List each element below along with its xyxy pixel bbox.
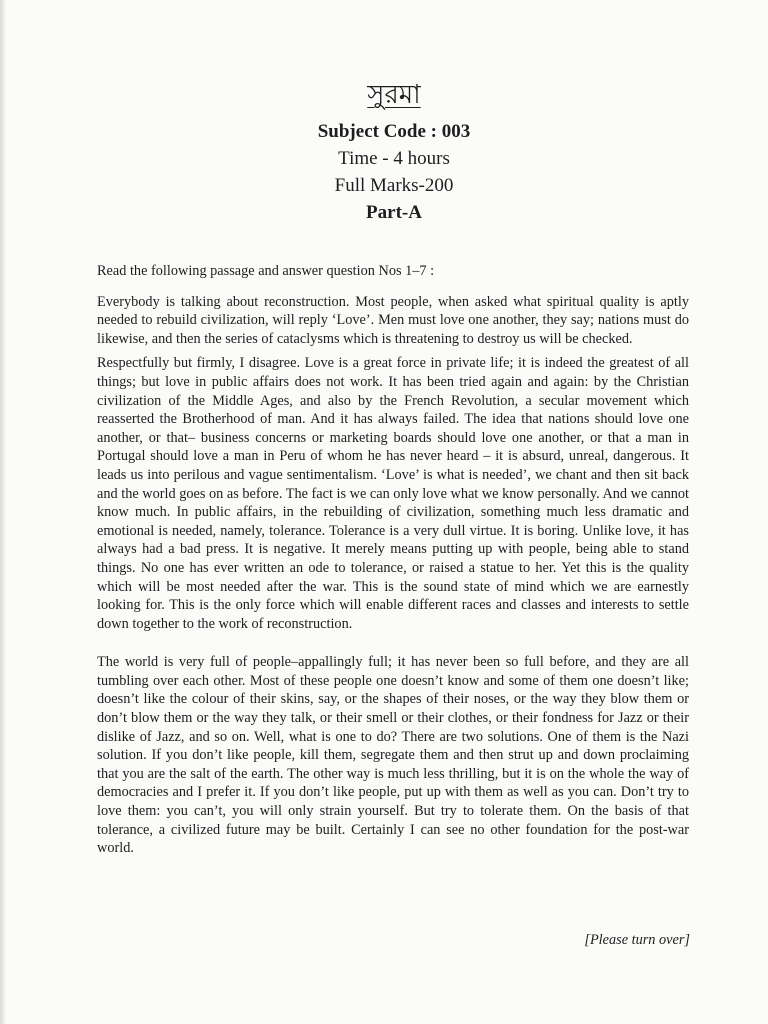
turn-over-note: [Please turn over] [584, 932, 690, 948]
full-marks: Full Marks-200 [334, 175, 454, 196]
time-limit: Time - 4 hours [338, 148, 450, 169]
part-label: Part-A [366, 202, 422, 223]
bengali-title: সুরমা [367, 80, 421, 110]
instruction-text: Read the following passage and answer question Nos 1–7 : [97, 263, 435, 279]
passage-paragraph-2: Respectfully but firmly, I disagree. Love is a great force in private life; it is indeed the greatest of all things; but love in public affairs does not work. It has been tried again and again: by the Christian civilization of the Middle Ages, and also by the French Revolution, a secular movement which reasserted the Brotherhood of man. And it has always failed. The idea that nations should love one another, or that– business concerns or marketing boards should love one another, or that a man in Portugal should love a man in Peru of whom he has never heard – it is absurd, unreal, dangerous. It leads us into perilous and vague sentimentalism. ‘Love’ is what is needed’, we chant and then sit back and the world goes on as before. The fact is we can only love what we know personally. And we cannot know much. In public affairs, in the rebuilding of civilization, something much less dramatic and emotional is needed, namely, tolerance. Tolerance is a very dull virtue. It is boring. Unlike love, it has always had a bad press. It is negative. It merely means putting up with people, being able to stand things. No one has ever written an ode to tolerance, or raised a statue to her. Yet this is the quality which will be most needed after the war. This is the sound state of mind which we are earnestly looking for. This is the only force which will enable different races and classes and interests to settle down together to the work of reconstruction. [97, 355, 689, 632]
passage-paragraph-1: Everybody is talking about reconstruction. Most people, when asked what spiritual quality is aptly needed to rebuild civilization, will reply ‘Love’. Men must love one another, they say; nations must do likewise, and then the series of cataclysms which is threatening to destroy us will be checked. [97, 293, 689, 347]
passage-content [97, 262, 689, 864]
subject-code: Subject Code : 003 [317, 121, 471, 142]
passage-paragraph-3: The world is very full of people–appallingly full; it has never been so full before, and they are all tumbling over each other. Most of these people one doesn’t know and some of them one doesn’t like; doesn’t like the colour of their skins, say, or the shapes of their noses, or the way they blow them or don’t blow them or the way they talk, or their smell or their clothes, or their fondness for Jazz or their dislike of Jazz, and so on. Well, what is one to do? There are two solutions. One of them is the Nazi solution. If you don’t like people, kill them, segregate them and then strut up and down proclaiming that you are the salt of the earth. The other way is much less thrilling, but it is on the whole the way of democracies and I prefer it. If you don’t like people, put up with them as well as you can. Don’t try to love them: you can’t, you will only strain yourself. But try to tolerate them. On the basis of that tolerance, a civilized future may be built. Certainly I can see no other foundation for the post-war world. [97, 654, 689, 857]
exam-header [0, 78, 768, 226]
